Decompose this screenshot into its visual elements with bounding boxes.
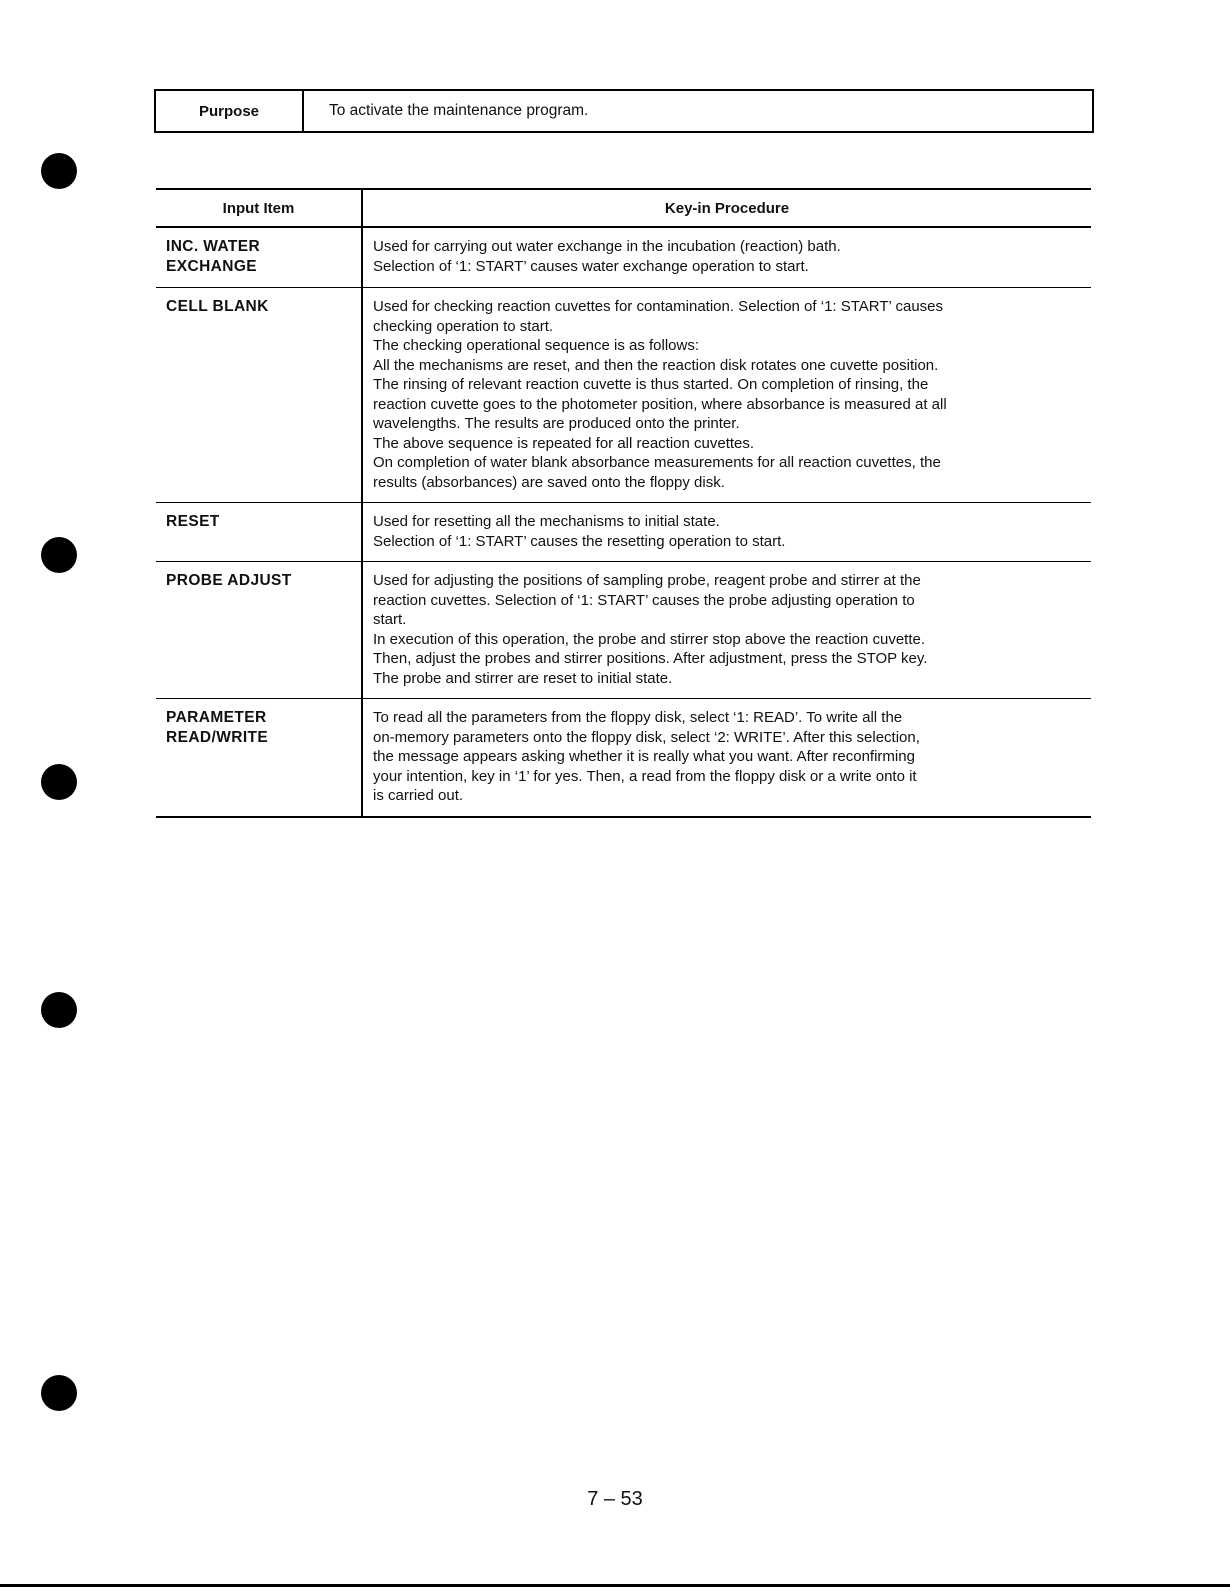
procedure-cell [362,562,1091,699]
procedure-line: reaction cuvette goes to the photometer position, where absorbance is measured at all [373,395,947,413]
procedure-line: Used for carrying out water exchange in the incubation (reaction) bath. [373,238,841,255]
input-item-cell [156,562,362,699]
procedure-line: your intention, key in ‘1’ for yes. Then, a read from the floppy disk or a write onto it [373,767,917,785]
procedure-line: To read all the parameters from the floppy disk, select ‘1: READ’. To write all the [373,709,903,726]
purpose-label: Purpose [156,91,304,131]
page-number: 7 – 53 [587,1488,643,1510]
binder-hole-5 [41,1375,77,1411]
procedure-line: On completion of water blank absorbance measurements for all reaction cuvettes, the [373,454,941,471]
table-row [156,562,1091,699]
procedure-line: reaction cuvettes. Selection of ‘1: START’ causes the probe adjusting operation to [373,591,915,609]
procedure-line: on-memory parameters onto the floppy disk, select ‘2: WRITE’. After this selection, [373,728,920,746]
input-item-line: READ/WRITE [166,729,269,746]
procedure-line: The probe and stirrer are reset to initial state. [373,669,673,687]
input-item-line: INC. WATER [166,238,261,255]
procedure-line: checking operation to start. [373,317,554,335]
input-item-cell [156,288,362,503]
table-row [156,227,1091,288]
table-header-row [156,189,1091,227]
input-item-line: EXCHANGE [166,258,258,275]
procedure-line: wavelengths. The results are produced onto the printer. [373,415,740,432]
table-row [156,503,1091,562]
purpose-text: To activate the maintenance program. [329,102,589,119]
procedure-line: The above sequence is repeated for all reaction cuvettes. [373,434,755,452]
procedure-line: The rinsing of relevant reaction cuvette is thus started. On completion of rinsing, the [373,376,929,393]
procedure-line: In execution of this operation, the probe and stirrer stop above the reaction cuvette. [373,630,926,648]
input-item-line: CELL BLANK [166,298,269,315]
input-item-cell [156,227,362,288]
procedure-line: is carried out. [373,787,464,804]
binder-hole-3 [41,764,77,800]
procedure-line: Used for resetting all the mechanisms to initial state. [373,513,720,530]
procedure-line: Then, adjust the probes and stirrer positions. After adjustment, press the STOP key. [373,650,928,667]
procedure-line: Used for adjusting the positions of sampling probe, reagent probe and stirrer at the [373,572,921,589]
input-item-line: PARAMETER [166,709,267,726]
procedure-line: Used for checking reaction cuvettes for contamination. Selection of ‘1: START’ causes [373,298,943,315]
input-item-line: RESET [166,513,220,530]
procedure-cell [362,699,1091,817]
procedure-cell [362,227,1091,288]
procedure-cell [362,503,1091,562]
purpose-box [154,89,1094,133]
procedure-line: results (absorbances) are saved onto the floppy disk. [373,473,725,491]
table-row [156,699,1091,817]
input-item-line: PROBE ADJUST [166,572,292,589]
procedure-line: Selection of ‘1: START’ causes the resetting operation to start. [373,532,786,550]
binder-hole-2 [41,537,77,573]
input-item-cell [156,503,362,562]
procedure-cell [362,288,1091,503]
binder-hole-1 [41,153,77,189]
binder-hole-4 [41,992,77,1028]
table-row [156,288,1091,503]
key-in-procedure-table [156,188,1091,818]
procedure-line: All the mechanisms are reset, and then the reaction disk rotates one cuvette position. [373,356,939,374]
key-in-procedure-header: Key-in Procedure [362,189,1091,227]
input-item-header: Input Item [156,189,362,227]
procedure-line: Selection of ‘1: START’ causes water exchange operation to start. [373,257,809,275]
procedure-line: the message appears asking whether it is really what you want. After reconfirming [373,748,915,765]
procedure-line: The checking operational sequence is as follows: [373,337,700,354]
input-item-cell [156,699,362,817]
procedure-line: start. [373,611,407,628]
